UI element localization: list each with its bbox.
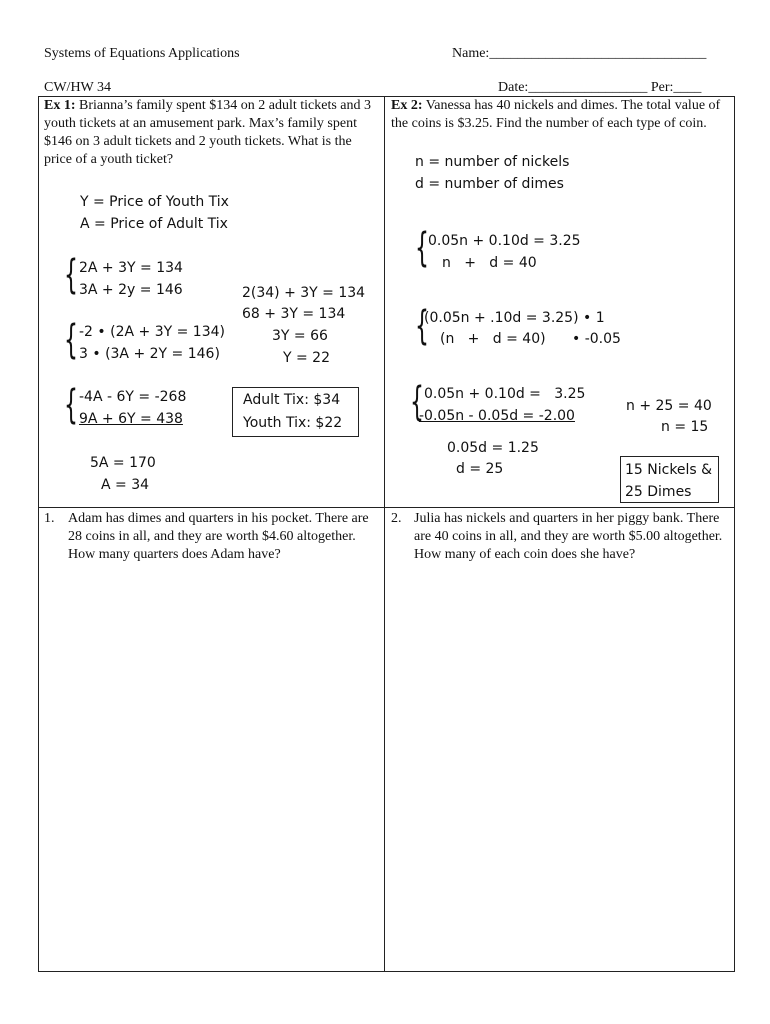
example-1-label: Ex 1: bbox=[44, 98, 76, 113]
ex2-system-3-eq-b: -0.05n - 0.05d = -2.00 bbox=[419, 408, 575, 424]
problem-1-number: 1. bbox=[44, 511, 55, 526]
ex2-system-brace-1: { bbox=[415, 225, 429, 271]
example-1-prompt bbox=[44, 97, 374, 169]
ex2-definition-d: d = number of dimes bbox=[415, 176, 564, 192]
example-2-label: Ex 2: bbox=[391, 98, 423, 113]
ex1-substitution-3: 3Y = 66 bbox=[272, 328, 328, 344]
ex2-substitution-2: n = 15 bbox=[661, 419, 709, 435]
ex1-substitution-2: 68 + 3Y = 134 bbox=[242, 306, 346, 322]
ex2-system-brace-3: { bbox=[410, 379, 424, 425]
ex2-system-2-eq-b: (n + d = 40) bbox=[440, 331, 546, 347]
ex1-system-1-eq-a: 2A + 3Y = 134 bbox=[79, 260, 183, 276]
date-period-label: Date:_________________ Per:____ bbox=[498, 80, 702, 95]
ex1-system-3-eq-b: 9A + 6Y = 438 bbox=[79, 411, 183, 427]
ex1-system-brace-3: { bbox=[64, 382, 78, 428]
ex2-system-1-eq-b: n + d = 40 bbox=[442, 255, 537, 271]
ex1-system-2-eq-a: -2 • (2A + 3Y = 134) bbox=[79, 324, 225, 340]
ex2-d-value: d = 25 bbox=[456, 461, 504, 477]
ex1-system-brace-1: { bbox=[64, 252, 78, 298]
problem-2-text: Julia has nickels and quarters in her piggy bank. There are 40 coins in all, and they are worth $5.00 altogether. How many of each coin does she have? bbox=[414, 511, 723, 562]
ex1-system-2-eq-b: 3 • (3A + 2Y = 146) bbox=[79, 346, 220, 362]
ex2-answer-dimes: 25 Dimes bbox=[625, 484, 692, 500]
ex1-definition-a: A = Price of Adult Tix bbox=[80, 216, 228, 232]
example-2-prompt bbox=[391, 97, 725, 133]
ex2-substitution-1: n + 25 = 40 bbox=[626, 398, 712, 414]
ex2-system-brace-2: { bbox=[415, 303, 429, 349]
ex1-a-value: A = 34 bbox=[101, 477, 150, 493]
problem-1-text: Adam has dimes and quarters in his pocket. There are 28 coins in all, and they are worth $4.60 altogether. How many quarters does Adam have? bbox=[68, 511, 369, 562]
ex2-system-2-eq-a: (0.05n + .10d = 3.25) • 1 bbox=[424, 310, 605, 326]
worksheet-code: CW/HW 34 bbox=[44, 80, 112, 95]
worksheet-title: Systems of Equations Applications bbox=[44, 46, 240, 61]
row-divider bbox=[38, 507, 735, 508]
ex2-definition-n: n = number of nickels bbox=[415, 154, 570, 170]
name-field-label: Name:_______________________________ bbox=[452, 46, 707, 61]
example-2-text: Vanessa has 40 nickels and dimes. The total value of the coins is $3.25. Find the number of each type of coin. bbox=[391, 98, 721, 131]
column-divider bbox=[384, 96, 385, 972]
ex2-system-1-eq-a: 0.05n + 0.10d = 3.25 bbox=[428, 233, 581, 249]
ex1-system-1-eq-b: 3A + 2y = 146 bbox=[79, 282, 183, 298]
ex1-answer-adult: Adult Tix: $34 bbox=[243, 392, 341, 408]
ex2-system-2-multiplier: • -0.05 bbox=[572, 331, 621, 347]
ex1-substitution-4: Y = 22 bbox=[283, 350, 330, 366]
ex2-system-3-eq-a: 0.05n + 0.10d = 3.25 bbox=[424, 386, 586, 402]
problem-2-number: 2. bbox=[391, 511, 402, 526]
ex2-sum-result: 0.05d = 1.25 bbox=[447, 440, 539, 456]
ex1-system-brace-2: { bbox=[64, 317, 78, 363]
ex2-answer-nickels: 15 Nickels & bbox=[625, 462, 713, 478]
ex1-substitution-1: 2(34) + 3Y = 134 bbox=[242, 285, 366, 301]
example-1-text: Brianna’s family spent $134 on 2 adult tickets and 3 youth tickets at an amusement park. Max’s family spent $146 on 3 adult tickets and 2 youth tickets. What is the price of a youth ticket? bbox=[44, 98, 372, 167]
ex1-system-3-eq-a: -4A - 6Y = -268 bbox=[79, 389, 187, 405]
ex1-answer-youth: Youth Tix: $22 bbox=[243, 415, 343, 431]
ex1-sum-result: 5A = 170 bbox=[90, 455, 156, 471]
ex1-definition-y: Y = Price of Youth Tix bbox=[80, 194, 229, 210]
